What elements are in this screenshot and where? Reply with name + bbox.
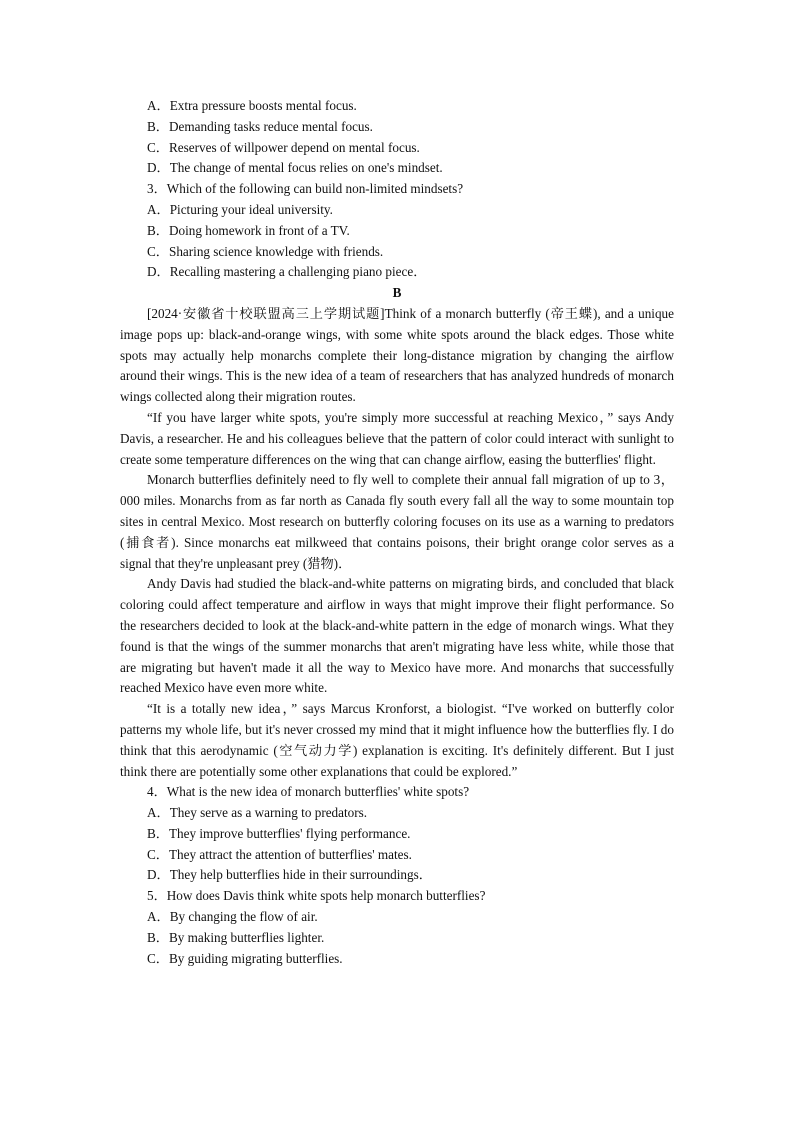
q5-option-b: B．By making butterflies lighter.: [147, 929, 325, 945]
q3-option-d: D．Recalling mastering a challenging piano piece．: [147, 264, 427, 280]
q2-option-a: A．Extra pressure boosts mental focus.: [147, 98, 357, 113]
q2-option-b: B．Demanding tasks reduce mental focus.: [147, 118, 373, 134]
q3-option-c: C．Sharing science knowledge with friends.: [147, 243, 384, 259]
q2-option-d: D．The change of mental focus relies on one's mindset.: [147, 160, 443, 176]
question-4: 4．What is the new idea of monarch butterflies' white spots?: [147, 784, 470, 800]
q3-option-b: B．Doing homework in front of a TV.: [147, 222, 350, 238]
passage-paragraph-5: “It is a totally new idea，” says Marcus Kronforst, a biologist. “I've worked on butterfly color patterns my whole life, but it's never crossed my mind that it might influence how the butterflies fly. I do think that this aerodynamic (空气动力学) explanation is exciting. It's definitely different. But I just think there are potentially some other explanations that could be explored.”: [120, 701, 674, 779]
q4-option-d: D．They help butterflies hide in their surroundings．: [147, 867, 432, 883]
passage-paragraph-4: Andy Davis had studied the black-and-white patterns on migrating birds, and concluded that black coloring could affect temperature and airflow in ways that might improve their flight performance. So the researchers decided to look at the black-and-white pattern in the edge of monarch wings. What they found is that the wings of the summer monarchs that aren't migrating have less white, while those that are migrating but haven't made it all the way to Mexico have more. And monarchs that successfully reached Mexico have even more white.: [120, 576, 674, 696]
q2-option-c: C．Reserves of willpower depend on mental focus.: [147, 139, 420, 155]
q4-option-a: A．They serve as a warning to predators.: [147, 805, 368, 821]
question-3: 3．Which of the following can build non-limited mindsets?: [147, 181, 464, 197]
passage-paragraph-2: “If you have larger white spots, you're simply more successful at reaching Mexico，” says Andy Davis, a researcher. He and his colleagues believe that the pattern of color could interact with sunlight to create some temperature differences on the wing that can change airflow, easing the butterflies' flight.: [120, 409, 674, 467]
q5-option-c: C．By guiding migrating butterflies.: [147, 950, 343, 966]
document-page: [120, 96, 674, 969]
passage-paragraph-3: Monarch butterflies definitely need to fly well to complete their annual fall migration of up to 3，000 miles. Monarchs from as far north as Canada fly south every fall all the way to some mountain top sites in central Mexico. Most research on butterfly coloring focuses on its use as a warning to predators (捕食者). Since monarchs eat milkweed that contains poisons, their bright orange color serves as a signal that they're unpleasant prey (猎物)．: [120, 472, 674, 571]
q5-option-a: A．By changing the flow of air.: [147, 909, 318, 925]
section-heading: B: [392, 285, 402, 301]
passage-paragraph-1: [2024·安徽省十校联盟高三上学期试题]Think of a monarch butterfly (帝王蝶), and a unique image pops up: black-and-orange wings, with some white spots around the black edges. Those white spots may actually help monarchs complete their long-distance migration by changing the airflow around their wings. This is the new idea of a team of researchers that has analyzed hundreds of monarch wings collected along their migration routes.: [120, 305, 674, 405]
question-5: 5．How does Davis think white spots help monarch butterflies?: [147, 888, 486, 904]
q4-option-b: B．They improve butterflies' flying performance.: [147, 825, 411, 841]
q3-option-a: A．Picturing your ideal university.: [147, 201, 333, 217]
q4-option-c: C．They attract the attention of butterflies' mates.: [147, 846, 412, 862]
